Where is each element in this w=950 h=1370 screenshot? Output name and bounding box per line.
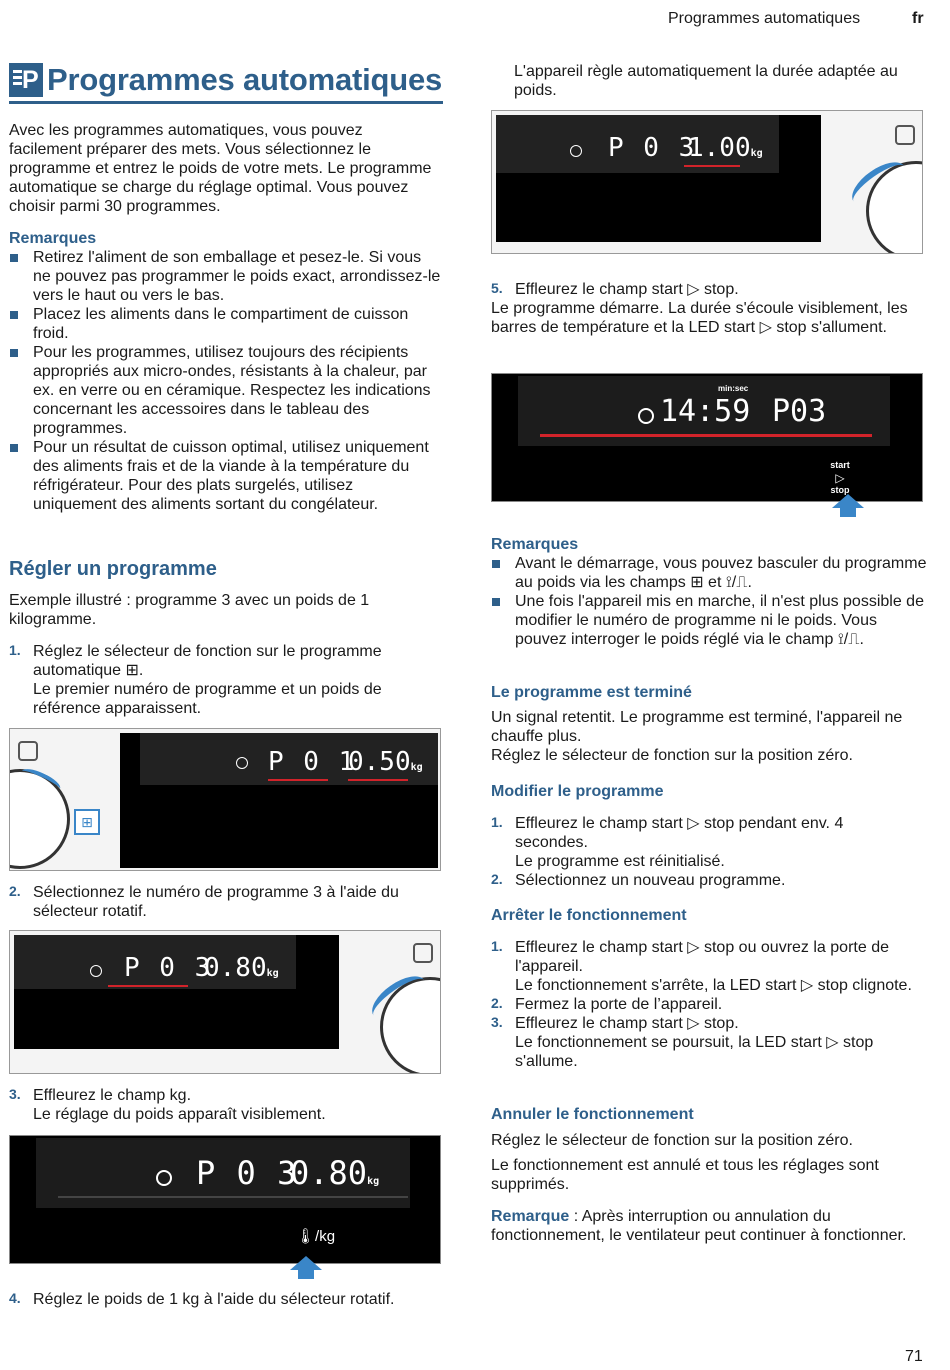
step-number: 1.: [9, 642, 21, 658]
remarques-list-2: [491, 554, 927, 649]
step5-subtext: Le programme démarre. La durée s'écoule visiblement, les barres de température et la LED start ▷ stop s'allument.: [491, 300, 908, 337]
weight-value: 1.00kg: [688, 133, 763, 163]
oven-icon: [413, 943, 433, 963]
weight-value: 0.80kg: [290, 1154, 380, 1192]
program-number: P 0 3: [608, 133, 697, 163]
figure-display-kg: [9, 1135, 441, 1264]
weight-button: 🌡/kg: [296, 1228, 336, 1245]
list-item: 2. Fermez la porte de l’appareil.: [491, 995, 723, 1014]
remarques-heading: Remarques: [9, 230, 97, 247]
list-item: 1. Effleurez le champ start ▷ stop pendant env. 4 secondes. Le programme est réinitialisé.: [491, 814, 844, 871]
step-5: [491, 280, 931, 299]
list-item: Pour les programmes, utilisez toujours des récipients appropriés aux micro-ondes, résistants à la chaleur, par ex. en verre ou en céramique. Respectez les indications concernant les accessoires dans le tableau des programmes.: [9, 343, 441, 438]
intro-paragraph: Avec les programmes automatiques, vous pouvez facilement préparer des mets. Vous sélectionnez le programme et entrez le poids de votre mets. Le programme automatique se charge du réglage optimal. Vous pouvez choisir parmi 30 programmes.: [9, 122, 432, 216]
weight-value: 0.50kg: [348, 747, 423, 777]
step-number: 4.: [9, 1290, 21, 1306]
step-subtext: Le réglage du poids apparaît visiblement.: [33, 1106, 326, 1124]
page-title: Programmes automatiques: [47, 62, 443, 97]
annuler-p1: Réglez le sélecteur de fonction sur la position zéro.: [491, 1132, 853, 1149]
remarque-text: : Après interruption ou annulation du fonctionnement, le ventilateur peut continuer à fonctionner.: [491, 1208, 907, 1245]
lcd-display: [496, 115, 821, 242]
figure-display-running: [491, 373, 923, 502]
heading-modifier: Modifier le programme: [491, 783, 664, 800]
pointer-arrow-stem: [298, 1269, 314, 1279]
clock-icon: [570, 145, 582, 157]
program-number: P 0 1: [268, 747, 357, 777]
auto-duration-paragraph: L'appareil règle automatiquement la durée adaptée au poids.: [514, 63, 898, 100]
heading-annuler: Annuler le fonctionnement: [491, 1106, 694, 1123]
step-text: Réglez le sélecteur de fonction sur le programme automatique: [33, 643, 382, 680]
pointer-arrow-stem: [840, 507, 856, 517]
step-number: 3.: [9, 1086, 21, 1102]
program-number: P 0 3: [124, 953, 213, 983]
thermometer-icon: 🌡: [296, 1228, 316, 1245]
programs-icon: P: [9, 63, 43, 97]
clock-icon: [236, 757, 248, 769]
min-sec-label: min:sec: [718, 384, 749, 393]
weight-value: 0.80kg: [204, 953, 279, 983]
timer-value: 14:59: [660, 394, 751, 429]
step-2: [9, 883, 441, 921]
modifier-list: [491, 814, 871, 890]
pointer-arrow-icon: [832, 494, 864, 508]
start-stop-button: start ▷ stop: [828, 460, 852, 496]
language-code: fr: [912, 10, 924, 27]
list-item: Retirez l'aliment de son emballage et pesez-le. Si vous ne pouvez pas programmer le poids exact, arrondissez-le vers le haut ou vers le bas.: [9, 248, 441, 305]
running-header-title: Programmes automatiques: [668, 10, 861, 27]
step-number: 2.: [9, 883, 21, 899]
termine-p2: Réglez le sélecteur de fonction sur la position zéro.: [491, 747, 853, 764]
remarques-list: [9, 248, 441, 514]
termine-p1: Un signal retentit. Le programme est terminé, l'appareil ne chauffe plus.: [491, 709, 903, 746]
oven-icon: [18, 741, 38, 761]
page-title-block: [9, 62, 443, 104]
figure-display-p03: [9, 930, 441, 1074]
play-icon: ▷: [835, 470, 845, 485]
step-subtext: Le premier numéro de programme et un poids de référence apparaissent.: [33, 681, 382, 718]
step-text: Sélectionnez le numéro de programme 3 à l'aide du sélecteur rotatif.: [33, 884, 399, 921]
remarque-final: [491, 1207, 911, 1245]
page-number: 71: [905, 1348, 923, 1365]
kg-field-label: kg.: [169, 1087, 192, 1104]
list-item: Avant le démarrage, vous pouvez basculer du programme au poids via les champs ⊞ et ⟟/⎍.: [491, 554, 927, 592]
step-text: Réglez le poids de 1 kg à l'aide du sélecteur rotatif.: [33, 1291, 395, 1308]
remarque-label: Remarque: [491, 1208, 570, 1225]
list-item: 3. Effleurez le champ start ▷ stop. Le fonctionnement se poursuit, la LED start ▷ stop s'allume.: [491, 1014, 874, 1071]
oven-icon: [895, 125, 915, 145]
clock-icon: [90, 965, 102, 977]
step-text: Effleurez le champ start ▷ stop.: [515, 281, 739, 298]
annuler-p2: Le fonctionnement est annulé et tous les réglages sont supprimés.: [491, 1157, 879, 1194]
figure-display-1kg: [491, 110, 923, 254]
program-number: P03: [772, 394, 827, 429]
lcd-display: [14, 935, 339, 1049]
lcd-display: [120, 733, 438, 868]
program-number: P 0 3: [196, 1154, 298, 1192]
step-4: [9, 1290, 449, 1309]
clock-icon: [156, 1170, 172, 1186]
auto-program-icon: ⊞.: [125, 662, 144, 680]
remarques-heading-2: Remarques: [491, 536, 579, 553]
list-item: 2. Sélectionnez un nouveau programme.: [491, 871, 786, 890]
section-heading-regler: Régler un programme: [9, 558, 217, 580]
arreter-list: [491, 938, 927, 1071]
list-item: Pour un résultat de cuisson optimal, utilisez uniquement des aliments frais et de la viande à la température du réfrigérateur. Pour des plats surgelés, utilisez uniquement des aliments sortant du congélateur.: [9, 438, 441, 514]
figure-display-p01: [9, 728, 441, 871]
step-text: Effleurez le champ: [33, 1087, 166, 1104]
step-3: [9, 1086, 441, 1124]
list-item: 1. Effleurez le champ start ▷ stop ou ouvrez la porte de l'appareil. Le fonctionnement s'arrête, la LED start ▷ stop clignote.: [491, 938, 912, 995]
heading-termine: Le programme est terminé: [491, 684, 692, 701]
pointer-arrow-icon: [290, 1256, 322, 1270]
list-item: Placez les aliments dans le compartiment de cuisson froid.: [9, 305, 441, 343]
clock-icon: [638, 408, 654, 424]
auto-program-symbol-icon: ⊞: [74, 809, 100, 835]
step-number: 5.: [491, 280, 503, 296]
heading-arreter: Arrêter le fonctionnement: [491, 907, 687, 924]
step-1: [9, 642, 441, 718]
list-item: Une fois l'appareil mis en marche, il n'est plus possible de modifier le numéro de programme ni le poids. Vous pouvez interroger le poids réglé via le champ ⟟/⎍.: [491, 592, 927, 649]
example-paragraph: Exemple illustré : programme 3 avec un poids de 1 kilogramme.: [9, 592, 370, 629]
